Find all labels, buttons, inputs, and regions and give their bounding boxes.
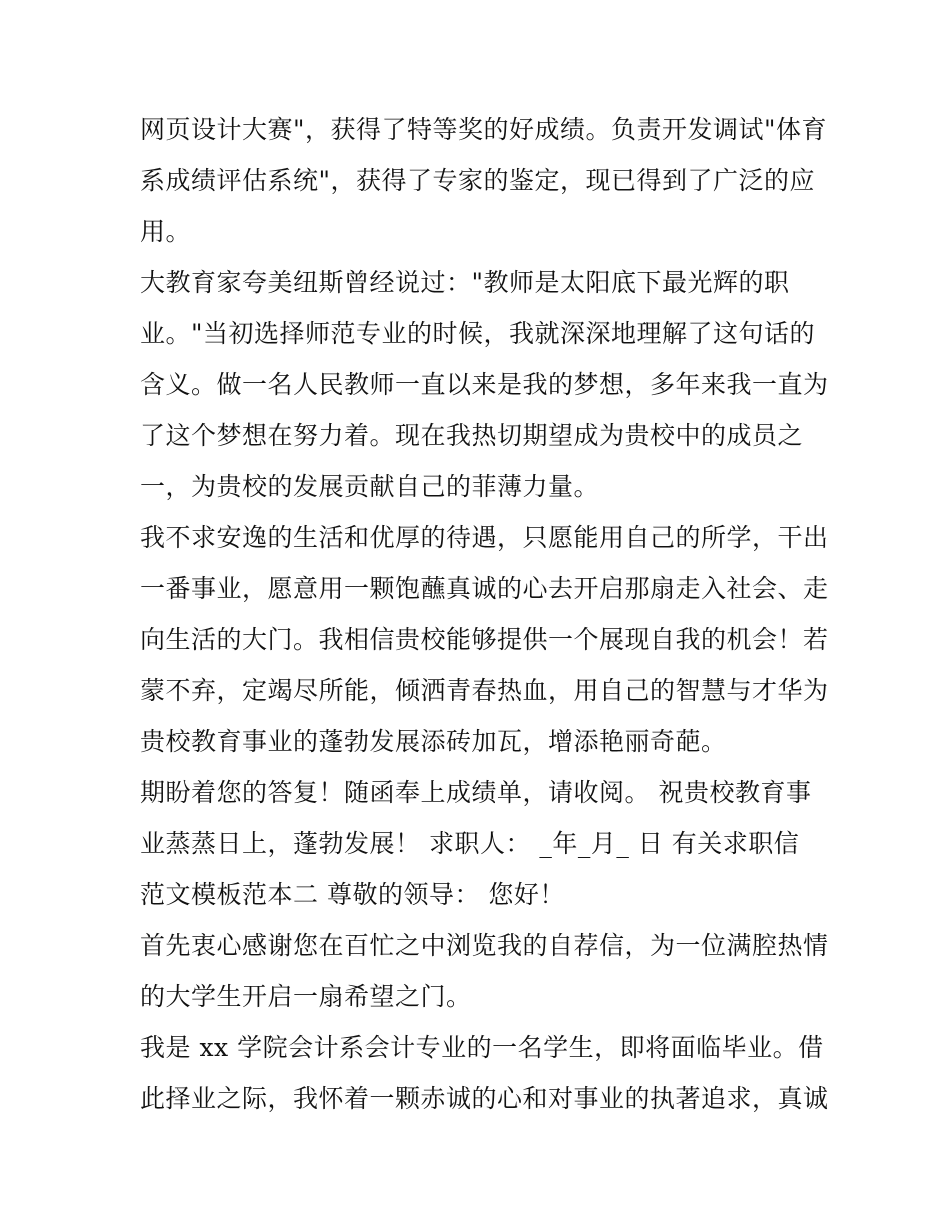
text-line: 业蒸蒸日上，蓬勃发展！ 求职人： _年_月_ 日 有关求职信 [140,829,800,858]
text-line: 业。"当初选择师范专业的时候，我就深深地理解了这句话的 [140,319,816,348]
text-line: 大教育家夸美纽斯曾经说过："教师是太阳底下最光辉的职 [140,268,790,297]
text-line: 范文模板范本二 尊敬的领导： 您好！ [140,880,565,909]
text-line: 我不求安逸的生活和优厚的待遇，只愿能用自己的所学，干出 [140,523,829,552]
text-line: 了这个梦想在努力着。现在我热切期望成为贵校中的成员之 [140,421,804,450]
text-line: 含义。做一名人民教师一直以来是我的梦想，多年来我一直为 [140,370,829,399]
text-line: 首先衷心感谢您在百忙之中浏览我的自荐信，为一位满腔热情 [140,931,829,960]
text-line: 贵校教育事业的蓬勃发展添砖加瓦，增添艳丽奇葩。 [140,727,727,756]
text-line: 系成绩评估系统"，获得了专家的鉴定，现已得到了广泛的应 [140,166,816,195]
text-line: 我是 xx 学院会计系会计专业的一名学生，即将面临毕业。借 [140,1033,824,1062]
text-line: 的大学生开启一扇希望之门。 [140,982,472,1011]
text-line: 蒙不弃，定竭尽所能，倾洒青春热血，用自己的智慧与才华为 [140,676,829,705]
text-line: 此择业之际，我怀着一颗赤诚的心和对事业的执著追求，真诚 [140,1084,829,1113]
text-line: 向生活的大门。我相信贵校能够提供一个展现自我的机会！若 [140,625,829,654]
text-line: 用。 [140,217,192,246]
text-line: 网页设计大赛"，获得了特等奖的好成绩。负责开发调试"体育 [140,115,828,144]
text-line: 一，为贵校的发展贡献自己的菲薄力量。 [140,472,600,501]
document-body [140,104,829,1124]
text-line: 期盼着您的答复！随函奉上成绩单，请收阅。 祝贵校教育事 [140,778,812,807]
text-line: 一番事业，愿意用一颗饱蘸真诚的心去开启那扇走入社会、走 [140,574,829,603]
